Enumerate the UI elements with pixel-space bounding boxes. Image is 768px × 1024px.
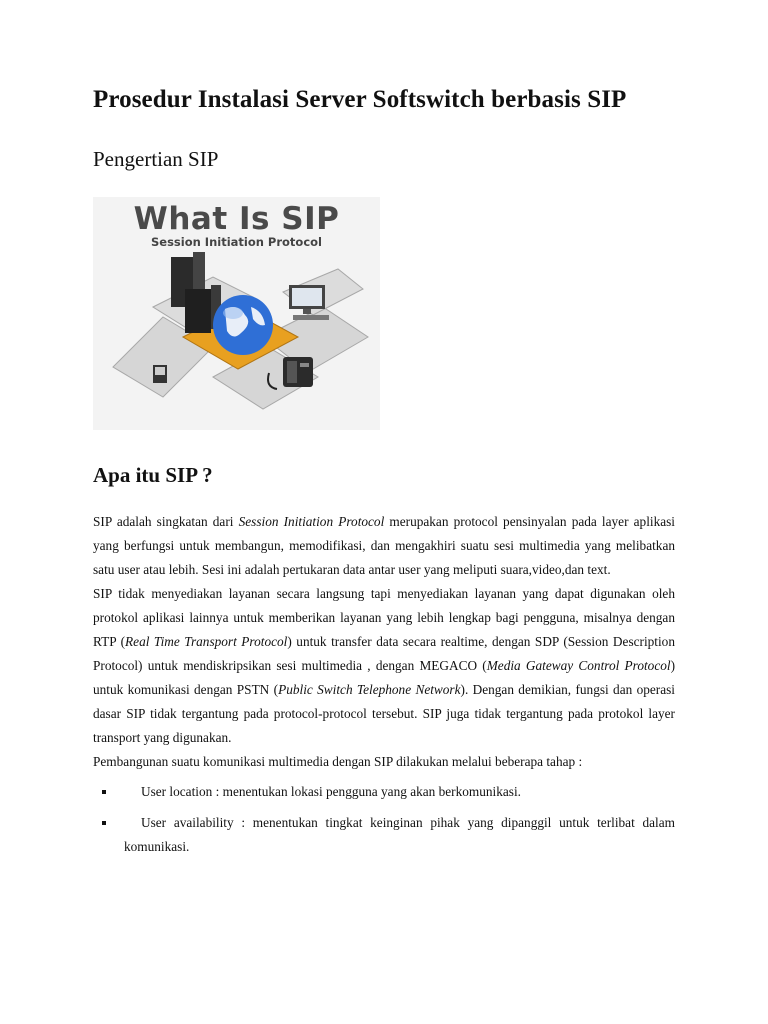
figure-subtitle: Session Initiation Protocol	[150, 235, 322, 249]
text-run: ). Dengan demikian, fungsi dan operasi dasar SIP tidak tergantung pada protocol-protocol tersebut. SIP juga tidak tergantung pada protokol layer transport yang digunakan.	[93, 682, 675, 745]
body-text	[93, 510, 675, 866]
text-run: ) untuk transfer data secara realtime, dengan SDP (Session Description Protocol) untuk mendiskripsikan sesi multimedia , dengan MEGACO (	[93, 634, 675, 673]
square-bullet-icon	[102, 821, 106, 825]
section-heading-pengertian: Pengertian SIP	[93, 147, 219, 171]
list-item-text: User availability : menentukan tingkat keinginan pihak yang dipanggil untuk terlibat dalam komunikasi.	[124, 815, 675, 854]
paragraph-intro	[93, 510, 675, 582]
list-item	[93, 780, 675, 804]
text-run: SIP adalah singkatan dari	[93, 514, 239, 529]
what-is-sip-image	[93, 197, 380, 430]
italic-term: Media Gateway Control Protocol	[486, 658, 671, 673]
text-run: ) untuk komunikasi dengan PSTN (	[93, 658, 675, 697]
document-title: Prosedur Instalasi Server Softswitch berbasis SIP	[93, 86, 627, 113]
italic-term: Session Initiation Protocol	[238, 514, 385, 529]
mobile-device-icon	[153, 365, 167, 383]
list-item-text: User location : menentukan lokasi pengguna yang akan berkomunikasi.	[141, 784, 521, 799]
figure-title: What Is SIP	[133, 201, 340, 237]
italic-term: Public Switch Telephone Network	[278, 682, 461, 697]
globe-icon	[213, 295, 273, 355]
paragraph-services	[93, 582, 675, 750]
square-bullet-icon	[102, 790, 106, 794]
text-run: merupakan protocol pensinyalan pada layer aplikasi yang berfungsi untuk membangun, memodifikasi, dan mengakhiri suatu sesi multimedia yang melibatkan satu user atau lebih. Sesi ini adalah pertukaran data antar user yang meliputi suara,video,dan text.	[93, 514, 675, 577]
paragraph-stages: Pembangunan suatu komunikasi multimedia dengan SIP dilakukan melalui beberapa tahap :	[93, 754, 583, 769]
italic-term: Real Time Transport Protocol	[125, 634, 288, 649]
text-run: SIP tidak menyediakan layanan secara langsung tapi menyediakan layanan yang dapat digunakan oleh protokol aplikasi lainnya untuk memberikan layanan yang lebih lengkap bagi pengguna, misalnya dengan RTP (	[93, 586, 675, 649]
section-heading-apa-itu-sip: Apa itu SIP ?	[93, 463, 213, 487]
list-item	[93, 811, 675, 859]
stages-list	[93, 780, 675, 859]
